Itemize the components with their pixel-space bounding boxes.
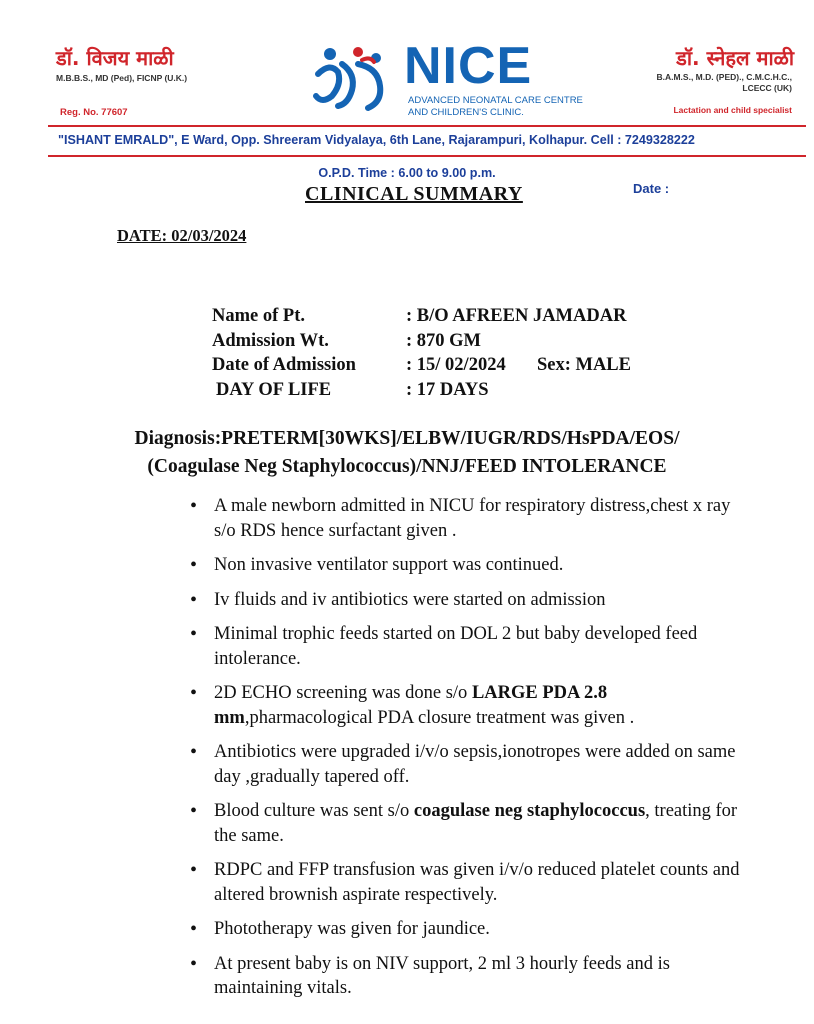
opd-time: O.P.D. Time : 6.00 to 9.00 p.m. [318,166,496,180]
diagnosis [0,425,814,481]
list-item: • Minimal trophic feeds started on DOL 2 but baby developed feed intolerance. [186,622,756,671]
admission-date-value: : 15/ 02/2024 [406,355,506,375]
list-item [186,681,756,730]
patient-row-day-of-life [212,380,631,405]
clinic-subtitle-line1: ADVANCED NEONATAL CARE CENTRE [408,95,583,106]
list-item: • RDPC and FFP transfusion was given i/v/o reduced platelet counts and altered brownish aspirate respectively. [186,858,756,907]
list-item: • Antibiotics were upgraded i/v/o sepsis,ionotropes were added on same day ,gradually tapered off. [186,740,756,789]
patient-row-name [212,306,631,331]
admission-date-label: Date of Admission [212,355,356,375]
list-item: • Phototherapy was given for jaundice. [186,917,756,942]
list-item: • Iv fluids and iv antibiotics were started on admission [186,588,756,613]
echo-treatment: ,pharmacological PDA closure treatment was given . [244,707,635,728]
right-doctor-specialty: Lactation and child specialist [673,105,792,115]
right-doctor-name: डॉ. स्नेहल माळी [676,46,794,70]
diagnosis-line-1: Diagnosis:PRETERM[30WKS]/ELBW/IUGR/RDS/HsPDA/EOS/ [134,428,680,449]
admission-date-cell [406,355,631,380]
echo-text: 2D ECHO screening was done s/o [214,683,472,703]
patient-name-label: Name of Pt. [212,306,305,326]
admission-weight-label: Admission Wt. [212,330,329,351]
culture-organism: coagulase neg staphylococcus [413,801,646,821]
diagnosis-line-2: (Coagulase Neg Staphylococcus)/NNJ/FEED INTOLERANCE [147,456,667,477]
left-doctor-name: डॉ. विजय माळी [56,46,174,70]
clinic-subtitle-line2: AND CHILDREN'S CLINIC. [408,107,524,118]
day-of-life-value: : 17 DAYS [406,379,489,400]
document-title: CLINICAL SUMMARY [305,183,523,205]
left-doctor-qualifications: M.B.B.S., MD (Ped), FICNP (U.K.) [56,73,188,83]
list-item [186,799,756,848]
header-divider-top [48,125,806,127]
admission-weight-value: : 870 GM [406,330,482,351]
patient-info-table [212,306,631,404]
clinic-logo-name: NICE [404,37,533,95]
patient-sex: Sex: MALE [536,355,631,375]
summary-date: DATE: 02/03/2024 [117,226,247,245]
date-label: Date : [633,181,670,196]
patient-row-admission-date [212,355,631,380]
patient-name-value: : B/O AFREEN JAMADAR [406,306,627,326]
patient-row-weight [212,331,631,356]
culture-treatment: , treating for the same. [214,801,738,846]
left-doctor-reg-no: Reg. No. 77607 [60,107,128,118]
echo-finding: LARGE PDA 2.8 mm [214,683,608,728]
list-item: • At present baby is on NIV support, 2 ml 3 hourly feeds and is maintaining vitals. [186,952,756,1001]
culture-text: Blood culture was sent s/o [214,801,414,821]
list-item: • A male newborn admitted in NICU for respiratory distress,chest x ray s/o RDS hence surfactant given . [186,494,756,543]
header-divider-bottom [48,155,806,157]
clinic-logo-icon [312,44,394,112]
clinic-logo-subtitle [408,95,583,119]
clinic-address: "ISHANT EMRALD", E Ward, Opp. Shreeram Vidyalaya, 6th Lane, Rajarampuri, Kolhapur. Cell : 7249328222 [58,133,695,147]
list-item: • Non invasive ventilator support was continued. [186,553,756,578]
day-of-life-label: DAY OF LIFE [216,379,332,400]
clinical-course-list [186,494,756,1011]
right-doctor-qualifications: B.A.M.S., M.D. (PED)., C.M.C.H.C., LCECC (UK) [656,72,792,93]
